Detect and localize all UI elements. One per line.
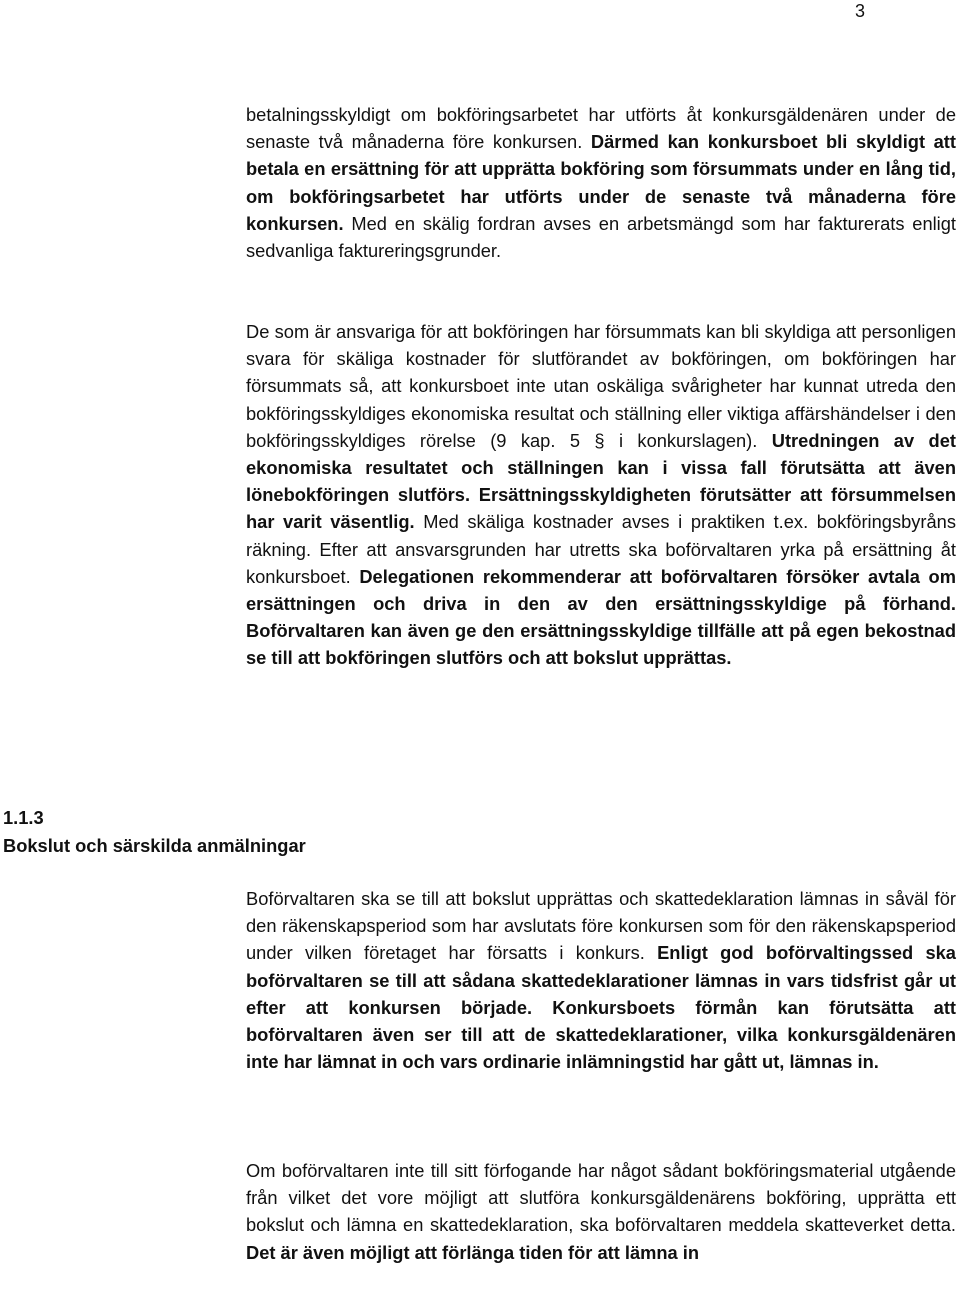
paragraph-2-bold-text-1: Utredningen av det ekonomiska resultatet och ställningen kan i vissa fall förutsätta att även lönebokföringen slutförs. Ersättningsskyldigheten förutsätter att försummelsen har varit väsentlig.	[246, 429, 956, 533]
paragraph-1	[246, 101, 956, 264]
paragraph-1-text: betalningsskyldigt om bokföringsarbetet har utförts åt konkursgäldenären under de senaste två månaderna före konkursen.	[246, 104, 956, 153]
paragraph-3-bold-text: Enligt god boförvaltingssed ska boförvaltaren se till att sådana skattedeklarationer lämnas in vars tidsfrist går ut efter att konkursen började. Konkursboets förmån kan förutsätta att boförvaltaren även ser till att de skattedeklarationer, vilka konkursgäldenären inte har lämnat in och vars ordinarie inlämningstid har gått ut, lämnas in.	[246, 942, 956, 1073]
section-title: Bokslut och särskilda anmälningar	[3, 835, 306, 856]
paragraph-2	[246, 318, 956, 672]
page-number: 3	[855, 1, 866, 21]
paragraph-3-text: Boförvaltaren ska se till att bokslut upprättas och skattedeklaration lämnas in såväl för den räkenskapsperiod som har avslutats före konkursen som för den räkenskapsperiod under vilken företaget har försatts i konkurs.	[246, 888, 956, 964]
paragraph-4-text: Om boförvaltaren inte till sitt förfogande har något sådant bokföringsmaterial utgående från vilket det vore möjligt att slutföra konkursgäldenärens bokföring, upprätta ett bokslut och lämna en skattedeklaration, ska boförvaltaren meddela skatteverket detta.	[246, 1160, 956, 1236]
paragraph-1-bold-text: Därmed kan konkursboet bli skyldigt att betala en ersättning för att upprätta bokföring som försummats under en lång tid, om bokföringsarbetet har utförts under de senaste två månaderna före konkursen.	[246, 131, 956, 234]
paragraph-1-end-text: Med en skälig fordran avses en arbetsmängd som har fakturerats enligt sedvanliga faktureringsgrunder.	[246, 212, 956, 262]
paragraph-4-bold-text: Det är även möjligt att förlänga tiden för att lämna in	[246, 1241, 700, 1263]
paragraph-3	[246, 885, 956, 1075]
paragraph-2-mid-text: Med skäliga kostnader avses i praktiken t.ex. bokföringsbyråns räkning. Efter att ansvarsgrunden har utretts ska boförvaltaren yrka på ersättning åt konkursboet.	[246, 511, 956, 587]
section-number: 1.1.3	[3, 807, 44, 828]
paragraph-4	[246, 1157, 956, 1266]
paragraph-2-text: De som är ansvariga för att bokföringen har försummats kan bli skyldiga att personligen svara för skäliga kostnader för slutförandet av bokföringen, om bokföringen har försummats så, att konkursboet inte utan oskäliga svårigheter har kunnat utreda den bokföringsskyldiges ekonomiska resultat och ställning eller viktiga affärshändelser i den bokföringsskyldiges rörelse (9 kap. 5 § i konkurslagen).	[246, 321, 956, 451]
section-heading	[3, 804, 306, 860]
paragraph-2-bold-text-2: Delegationen rekommenderar att boförvaltaren försöker avtala om ersättningen och driva in den av den ersättningsskyldige på förhand. Boförvaltaren kan även ge den ersättningsskyldige tillfälle att på egen bekostnad se till att bokföringen slutförs och att bokslut upprättas.	[246, 565, 956, 669]
